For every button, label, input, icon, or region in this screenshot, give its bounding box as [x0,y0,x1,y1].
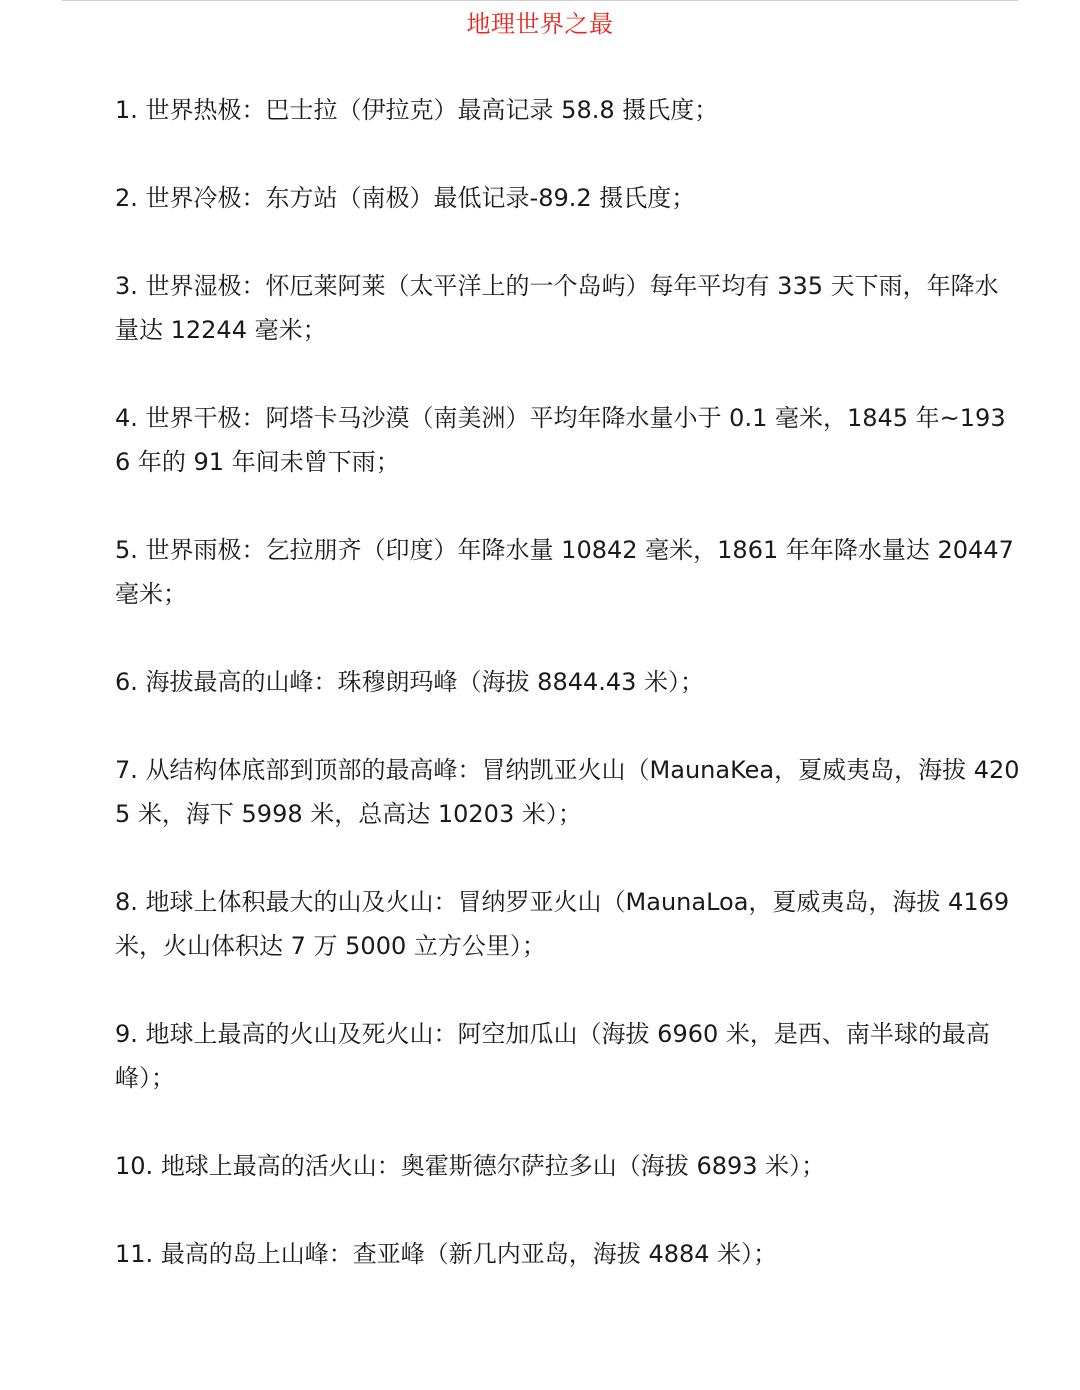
list-item [115,1144,1020,1188]
item-number: 9 . [115,1020,146,1048]
list-item [115,660,1020,704]
item-text: 地球上最高的火山及死火山：阿空加瓜山（海拔 6960 米，是西、南半球的最高峰）； [115,1020,990,1092]
list-item [115,1232,1020,1276]
records-list [115,88,1020,1276]
list-item [115,396,1020,484]
item-text: 世界干极：阿塔卡马沙漠（南美洲）平均年降水量小于 0.1 毫米，1845 年~1936 年的 91 年间未曾下雨； [115,404,1006,476]
item-number: 6 . [115,668,146,696]
item-number: 10 . [115,1152,161,1180]
item-number: 2 . [115,184,146,212]
list-item [115,528,1020,616]
list-item [115,1012,1020,1100]
item-number: 3 . [115,272,146,300]
item-number: 5 . [115,536,146,564]
item-text: 世界雨极：乞拉朋齐（印度）年降水量 10842 毫米，1861 年年降水量达 20447 毫米； [115,536,1014,608]
item-number: 7 . [115,756,146,784]
item-text: 海拔最高的山峰：珠穆朗玛峰（海拔 8844.43 米）； [145,668,705,696]
top-divider [62,0,1018,1]
item-text: 世界冷极：东方站（南极）最低记录-89.2 摄氏度； [145,184,696,212]
item-number: 11 . [115,1240,161,1268]
item-text: 地球上最高的活火山：奥霍斯德尔萨拉多山（海拔 6893 米）； [160,1152,826,1180]
item-number: 8 . [115,888,146,916]
item-text: 最高的岛上山峰：查亚峰（新几内亚岛，海拔 4884 米）； [160,1240,778,1268]
item-text: 世界湿极：怀厄莱阿莱（太平洋上的一个岛屿）每年平均有 335 天下雨，年降水量达 12244 毫米； [115,272,999,344]
list-item [115,748,1020,836]
document-title: 地理世界之最 [466,10,614,38]
list-item [115,264,1020,352]
item-number: 4 . [115,404,146,432]
item-text: 世界热极：巴士拉（伊拉克）最高记录 58.8 摄氏度； [145,96,719,124]
list-item [115,88,1020,132]
item-text: 地球上体积最大的山及火山：冒纳罗亚火山（MaunaLoa，夏威夷岛，海拔 4169 米，火山体积达 7 万 5000 立方公里）； [115,888,1010,960]
list-item [115,176,1020,220]
list-item [115,880,1020,968]
item-text: 从结构体底部到顶部的最高峰：冒纳凯亚火山（MaunaKea，夏威夷岛，海拔 4205 米，海下 5998 米，总高达 10203 米）； [115,756,1020,828]
item-number: 1 . [115,96,146,124]
